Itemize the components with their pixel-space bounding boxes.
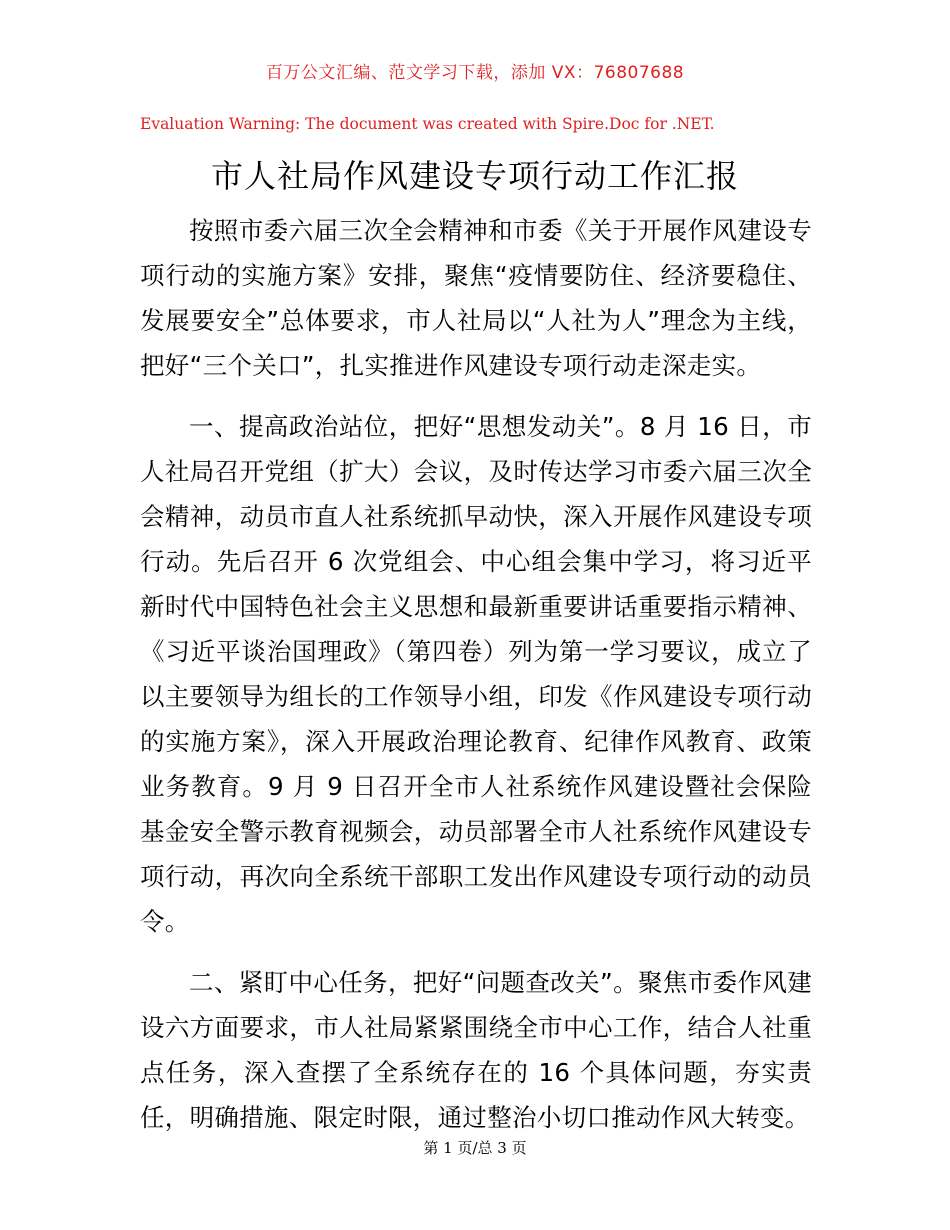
header-banner: 百万公文汇编、范文学习下载，添加 VX：76807688 [265,63,685,83]
page-footer: 第 1 页/总 3 页 [423,1139,527,1157]
paragraph-section-two: 二、紧盯中心任务，把好“问题查改关”。聚焦市委作风建设六方面要求，市人社局紧紧围绕全市中心工作，结合人社重点任务，深入查摆了全系统存在的 16 个具体问题，夯实责任，明确措施、限定时限，通过整治小切口推动作风大转变。 [140,968,812,1132]
paragraph-intro: 按照市委六届三次全会精神和市委《关于开展作风建设专项行动的实施方案》安排，聚焦“疫情要防住、经济要稳住、发展要安全”总体要求，市人社局以“人社为人”理念为主线，把好“三个关口”，扎实推进作风建设专项行动走深走实。 [140,216,812,380]
paragraph-section-one: 一、提高政治站位，把好“思想发动关”。8 月 16 日，市人社局召开党组（扩大）会议，及时传达学习市委六届三次全会精神，动员市直人社系统抓早动快，深入开展作风建设专项行动。先后召开 6 次党组会、中心组会集中学习，将习近平新时代中国特色社会主义思想和最新重要讲话重要指示精神、《习近平谈治国理政》（第四卷）列为第一学习要议，成立了以主要领导为组长的工作领导小组，印发《作风建设专项行动的实施方案》，深入开展政治理论教育、纪律作风教育、政策业务教育。9 月 9 日召开全市人社系统作风建设暨社会保险基金安全警示教育视频会，动员部署全市人社系统作风建设专项行动，再次向全系统干部职工发出作风建设专项行动的动员令。 [140,412,812,936]
document-body [140,208,812,1140]
document-title: 市人社局作风建设专项行动工作汇报 [210,157,739,195]
evaluation-warning: Evaluation Warning: The document was created with Spire.Doc for .NET. [140,115,715,133]
